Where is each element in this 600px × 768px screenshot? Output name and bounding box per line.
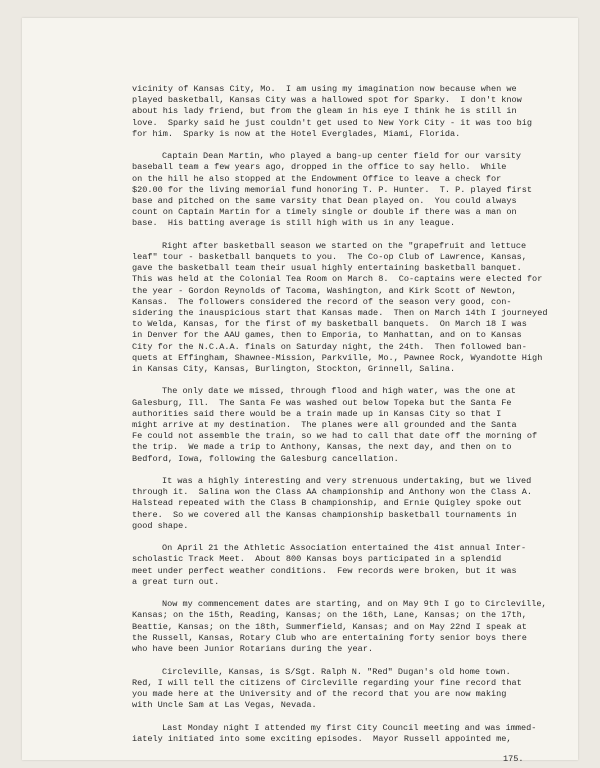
text-line: quets at Effingham, Shawnee-Mission, Parkville, Mo., Pawnee Rock, Wyandotte High <box>132 352 543 363</box>
text-line: leaf" tour - basketball banquets to you. The Co-op Club of Lawrence, Kansas, <box>132 252 527 263</box>
text-line: Circleville, Kansas, is S/Sgt. Ralph N. "Red" Dugan's old home town. <box>162 666 511 677</box>
text-line: authorities said there would be a train made up in Kansas City so that I <box>132 408 502 419</box>
paragraph <box>132 84 564 140</box>
text-line: the trip. We made a trip to Anthony, Kansas, the next day, and then on to <box>132 442 512 453</box>
text-line: you made here at the University and of the record that you are now making <box>132 688 507 699</box>
paragraph <box>132 599 564 655</box>
text-line: count on Captain Martin for a timely single or double if there was a man on <box>132 207 517 218</box>
text-line: through it. Salina won the Class AA championship and Anthony won the Class A. <box>132 487 533 498</box>
text-line: $20.00 for the living memorial fund honoring T. P. Hunter. T. P. played first <box>132 184 533 195</box>
page-number: 175. <box>503 754 524 764</box>
body-text <box>132 84 564 756</box>
paragraph <box>132 386 564 464</box>
text-line: love. Sparky said he just couldn't get used to New York City - it was too big <box>132 117 533 128</box>
text-line: Now my commencement dates are starting, and on May 9th I go to Circleville, <box>162 599 547 610</box>
paragraph <box>132 543 564 588</box>
paragraph <box>132 476 564 532</box>
text-line: Kansas; on the 15th, Reading, Kansas; on the 16th, Lane, Kansas; on the 17th, <box>132 610 527 621</box>
text-line: sidering the inauspicious start that Kansas made. Then on March 14th I journeyed <box>132 307 548 318</box>
text-line: gave the basketball team their usual highly entertaining basketball banquet. <box>132 263 522 274</box>
text-line: might arrive at my destination. The planes were all grounded and the Santa <box>132 419 517 430</box>
text-line: base and pitched on the same varsity that Dean played on. You could always <box>132 195 517 206</box>
text-line: for him. Sparky is now at the Hotel Everglades, Miami, Florida. <box>132 128 461 139</box>
document-page <box>22 18 578 764</box>
text-line: The only date we missed, through flood and high water, was the one at <box>162 386 516 397</box>
text-line: It was a highly interesting and very strenuous undertaking, but we lived <box>162 476 532 486</box>
text-line: Galesburg, Ill. The Santa Fe was washed out below Topeka but the Santa Fe <box>132 397 512 408</box>
text-line: the year - Gordon Reynolds of Tacoma, Washington, and Kirk Scott of Newton, <box>132 285 517 296</box>
text-line: iately initiated into some exciting episodes. Mayor Russell appointed me, <box>132 733 512 744</box>
text-line: meet under perfect weather conditions. Few records were broken, but it was <box>132 565 517 576</box>
text-line: Captain Dean Martin, who played a bang-up center field for our varsity <box>162 151 522 162</box>
text-line: Fe could not assemble the train, so we had to call that date off the morning of <box>132 431 538 442</box>
text-line: On April 21 the Athletic Association entertained the 41st annual Inter- <box>162 543 527 554</box>
text-line: Bedford, Iowa, following the Galesburg cancellation. <box>132 453 399 464</box>
text-line: Right after basketball season we started on the "grapefruit and lettuce <box>162 240 527 251</box>
text-line: vicinity of Kansas City, Mo. I am using my imagination now because when we <box>132 84 517 94</box>
text-line: about his lady friend, but from the gleam in his eye I think he is still in <box>132 106 517 117</box>
text-line: there. So we covered all the Kansas championship basketball tournaments in <box>132 509 517 520</box>
text-line: City for the N.C.A.A. finals on Saturday night, the 24th. Then followed ban- <box>132 341 527 352</box>
text-line: Halstead repeated with the Class B championship, and Ernie Quigley spoke out <box>132 498 522 509</box>
text-line: a great turn out. <box>132 576 220 587</box>
text-line: in Kansas City, Kansas, Burlington, Stockton, Grinnell, Salina. <box>132 363 456 374</box>
paragraph <box>132 723 564 745</box>
text-line: Red, I will tell the citizens of Circleville regarding your fine record that <box>132 677 522 688</box>
text-line: Beattie, Kansas; on the 18th, Summerfield, Kansas; and on May 22nd I speak at <box>132 621 527 632</box>
text-line: on the hill he also stopped at the Endowment Office to leave a check for <box>132 173 502 184</box>
paragraph <box>132 667 564 712</box>
text-line: to Welda, Kansas, for the first of my basketball banquets. On March 18 I was <box>132 319 527 330</box>
text-line: Kansas. The followers considered the record of the season very good, con- <box>132 296 512 307</box>
text-line: good shape. <box>132 520 189 531</box>
text-line: Last Monday night I attended my first City Council meeting and was immed- <box>162 722 537 733</box>
text-line: base. His batting average is still high with us in any league. <box>132 218 456 229</box>
text-line: who have been Junior Rotarians during the year. <box>132 644 374 655</box>
text-line: scholastic Track Meet. About 800 Kansas boys participated in a splendid <box>132 554 502 565</box>
paragraph <box>132 151 564 229</box>
text-line: in Denver for the AAU games, then to Emporia, to Manhattan, and on to Kansas <box>132 330 522 341</box>
text-line: with Uncle Sam at Las Vegas, Nevada. <box>132 700 317 711</box>
text-line: played basketball, Kansas City was a hallowed spot for Sparky. I don't know <box>132 95 522 106</box>
text-line: This was held at the Colonial Tea Room on March 8. Co-captains were elected for <box>132 274 543 285</box>
text-line: the Russell, Kansas, Rotary Club who are entertaining forty senior boys there <box>132 632 527 643</box>
paragraph <box>132 241 564 375</box>
text-line: baseball team a few years ago, dropped in the office to say hello. While <box>132 162 507 173</box>
